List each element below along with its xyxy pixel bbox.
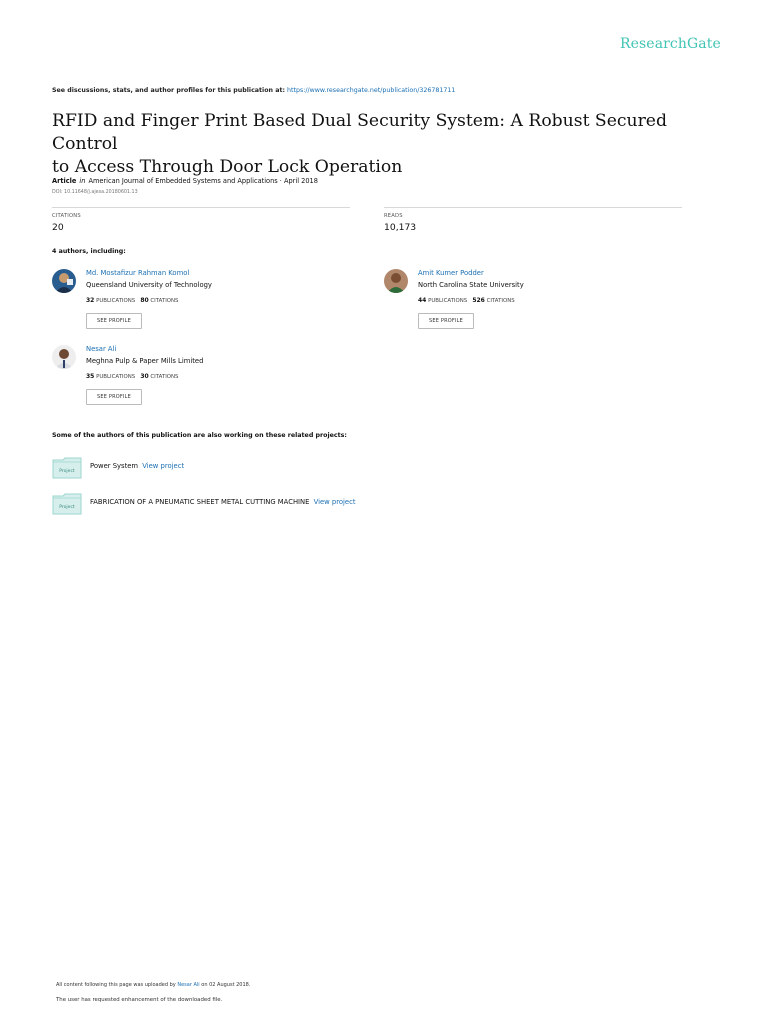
paper-title-line-2: to Access Through Door Lock Operation — [52, 157, 403, 177]
upload-suffix: on 02 August 2018. — [201, 982, 251, 988]
project-entry — [90, 498, 356, 506]
see-profile-button[interactable]: SEE PROFILE — [86, 313, 142, 329]
publication-link[interactable]: https://www.researchgate.net/publication/326781711 — [287, 87, 456, 94]
citations-divider — [52, 207, 350, 208]
person-avatar-icon[interactable] — [52, 269, 76, 293]
author-card — [52, 345, 352, 425]
reads-value: 10,173 — [384, 222, 417, 233]
paper-title-line-1: RFID and Finger Print Based Dual Security System: A Robust Secured Control — [52, 111, 667, 154]
citations-label: CITATIONS — [52, 213, 81, 219]
author-card — [52, 269, 352, 349]
citations-count: 80 — [140, 297, 149, 304]
project-icon — [52, 457, 82, 479]
author-card — [384, 269, 684, 349]
author-stats — [418, 297, 515, 304]
article-in: in — [79, 177, 86, 185]
citations-label: CITATIONS — [150, 374, 179, 380]
project-item — [52, 457, 452, 481]
project-name: FABRICATION OF A PNEUMATIC SHEET METAL CUTTING MACHINE — [90, 498, 310, 506]
paper-title — [52, 110, 732, 179]
author-name[interactable]: Md. Mostafizur Rahman Komol — [86, 269, 190, 277]
authors-heading: 4 authors, including: — [52, 248, 126, 255]
project-item — [52, 493, 552, 517]
publications-label: PUBLICATIONS — [96, 374, 136, 380]
reads-divider — [384, 207, 682, 208]
enhancement-note: The user has requested enhancement of the downloaded file. — [56, 997, 223, 1003]
article-info — [52, 177, 318, 185]
doi: DOI: 10.11648/j.ajesa.20180601.13 — [52, 190, 138, 195]
person-avatar-icon[interactable] — [52, 345, 76, 369]
publications-count: 32 — [86, 297, 95, 304]
publications-count: 35 — [86, 373, 95, 380]
see-profile-button[interactable]: SEE PROFILE — [418, 313, 474, 329]
author-stats — [86, 373, 178, 380]
person-avatar-icon[interactable] — [384, 269, 408, 293]
citations-label: CITATIONS — [486, 298, 515, 304]
related-projects-heading: Some of the authors of this publication are also working on these related projects: — [52, 432, 347, 439]
upload-prefix: All content following this page was uploaded by — [56, 982, 176, 988]
author-affiliation: Meghna Pulp & Paper Mills Limited — [86, 357, 204, 365]
author-name[interactable]: Nesar Ali — [86, 345, 117, 353]
citations-count: 526 — [472, 297, 485, 304]
citations-value: 20 — [52, 222, 64, 233]
view-project-link[interactable]: View project — [142, 462, 185, 470]
view-project-link[interactable]: View project — [313, 498, 356, 506]
see-profile-button[interactable]: SEE PROFILE — [86, 389, 142, 405]
project-icon — [52, 493, 82, 515]
article-type: Article — [52, 177, 77, 185]
uploader-link[interactable]: Nesar Ali — [177, 982, 200, 988]
author-affiliation: North Carolina State University — [418, 281, 524, 289]
author-affiliation: Queensland University of Technology — [86, 281, 212, 289]
reads-label: READS — [384, 213, 403, 219]
publications-label: PUBLICATIONS — [96, 298, 136, 304]
publications-count: 44 — [418, 297, 427, 304]
journal-name: American Journal of Embedded Systems and Applications · April 2018 — [88, 177, 318, 185]
citations-count: 30 — [140, 373, 149, 380]
publications-label: PUBLICATIONS — [428, 298, 468, 304]
author-name[interactable]: Amit Kumer Podder — [418, 269, 484, 277]
citations-label: CITATIONS — [150, 298, 179, 304]
project-entry — [90, 462, 184, 470]
project-name: Power System — [90, 462, 139, 470]
svg-text:Project: Project — [59, 469, 75, 474]
svg-text:Project: Project — [59, 505, 75, 510]
discussion-prefix: See discussions, stats, and author profiles for this publication at: — [52, 87, 285, 94]
author-stats — [86, 297, 178, 304]
upload-note — [56, 982, 250, 988]
discussion-note — [52, 87, 455, 94]
researchgate-logo[interactable]: ResearchGate — [620, 36, 721, 52]
